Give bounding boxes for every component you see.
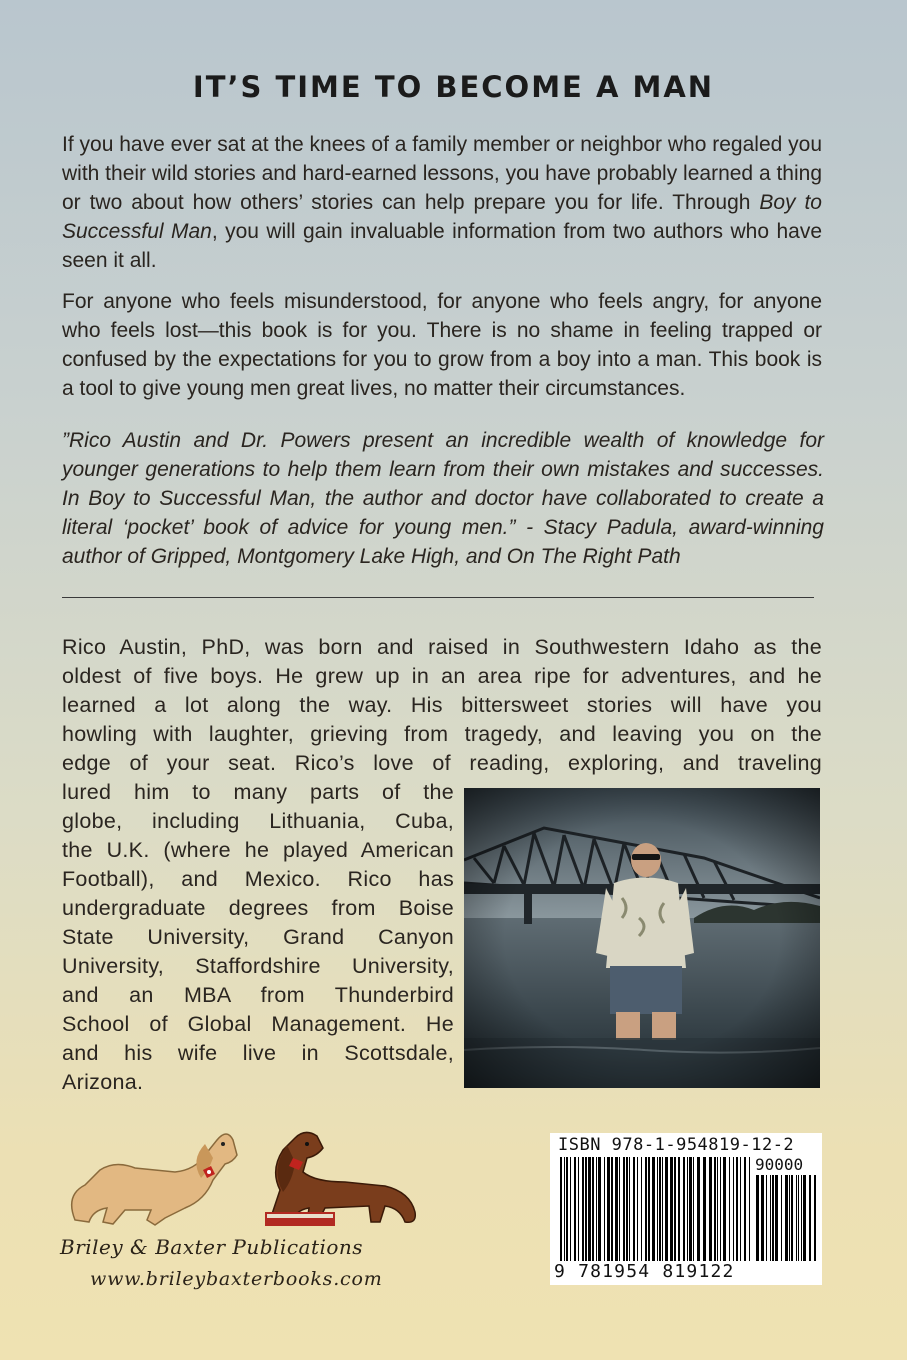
book-title: Boy to Successful Man: [62, 191, 822, 243]
addon-bars: [756, 1175, 816, 1261]
bio-line: and his wife live in Scottsdale,: [62, 1041, 454, 1065]
isbn-number: ISBN 978-1-954819-12-2: [558, 1135, 795, 1155]
bio-line: Arizona.: [62, 1070, 144, 1094]
bio-line: and an MBA from Thunderbird: [62, 983, 454, 1007]
bio-line: undergraduate degrees from Boise: [62, 896, 454, 920]
bio-line: State University, Grand Canyon: [62, 925, 454, 949]
isbn-barcode: [550, 1133, 822, 1285]
author-bio-narrow: [62, 778, 454, 1097]
publisher-website: www.brileybaxterbooks.com: [90, 1268, 383, 1290]
divider-rule: [62, 597, 814, 598]
bio-line: lured him to many parts of the: [62, 780, 454, 804]
publisher-name: Briley & Baxter Publications: [60, 1235, 364, 1259]
intro-paragraph: [62, 130, 822, 275]
bio-line: School of Global Management. He: [62, 1012, 454, 1036]
author-bio-wide: [62, 633, 822, 778]
barcode-bars: [560, 1157, 750, 1261]
author-photo: [464, 788, 820, 1088]
publisher-logo-dogs: [55, 1100, 425, 1235]
audience-paragraph: For anyone who feels misunderstood, for anyone who feels angry, for anyone who feels lost—this book is for you. There is no shame in feeling trapped or confused by the expectations for you to grow from a boy into a man. This book is a tool to give young men great lives, no matter their circumstances.: [62, 290, 822, 400]
bio-line: edge of your seat. Rico’s love of reading, exploring, and traveling: [62, 751, 822, 775]
intro-text-1: If you have ever sat at the knees of a family member or neighbor who regaled you with their wild stories and hard-earned lessons, you have probably learned a thing or two about how others’ stories can help prepare you for life. Through: [62, 133, 822, 214]
ean-number: 9 781954 819122: [554, 1261, 735, 1282]
bio-line: University, Staffordshire University,: [62, 954, 454, 978]
bio-line: oldest of five boys. He grew up in an area ripe for adventures, and he: [62, 664, 822, 688]
bio-line: Rico Austin, PhD, was born and raised in Southwestern Idaho as the: [62, 635, 822, 659]
bio-line: Football), and Mexico. Rico has: [62, 867, 454, 891]
headline: IT’S TIME TO BECOME A MAN: [192, 70, 715, 104]
bio-line: howling with laughter, grieving from tragedy, and leaving you on the: [62, 722, 822, 746]
intro-text-2: , you will gain invaluable information from two authors who have seen it all.: [62, 220, 822, 272]
bio-line: globe, including Lithuania, Cuba,: [62, 809, 454, 833]
price-code: 90000: [755, 1155, 804, 1174]
bio-line: the U.K. (where he played American: [62, 838, 454, 862]
bio-line: learned a lot along the way. His bittersweet stories will have you: [62, 693, 822, 717]
testimonial-quote: ”Rico Austin and Dr. Powers present an incredible wealth of knowledge for younger generations to help them learn from their own mistakes and successes. In Boy to Successful Man, the author and doctor have collaborated to create a literal ‘pocket’ book of advice for young men.” - Stacy Padula, award-winning author of Gripped, Montgomery Lake High, and On The Right Path: [62, 429, 824, 568]
